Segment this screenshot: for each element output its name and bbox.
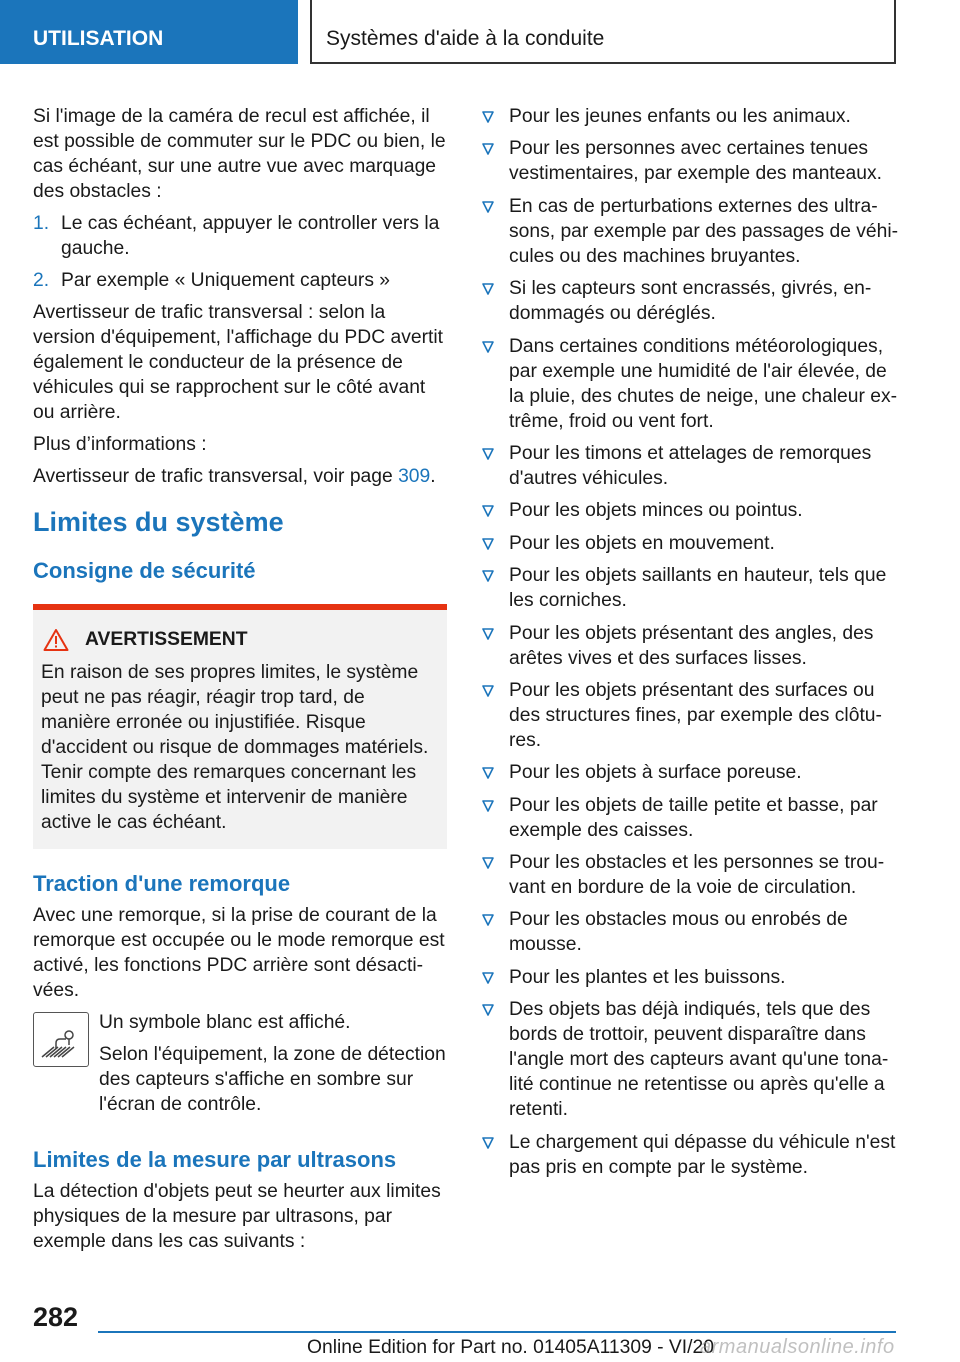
bullet-triangle-icon — [481, 569, 495, 583]
bullet-triangle-icon — [481, 856, 495, 870]
list-item-text: Pour les objets saillants en hauteur, tels que les corniches. — [509, 565, 887, 612]
warning-header — [41, 628, 439, 652]
list-item-text: Pour les timons et attelages de remorques d'autres véhicules. — [509, 442, 872, 489]
left-column — [33, 104, 447, 1261]
list-item — [481, 531, 901, 556]
bullet-triangle-icon — [481, 1136, 495, 1150]
right-column — [481, 104, 901, 1187]
heading-trailer: Traction d'une remorque — [33, 871, 291, 896]
bullet-triangle-icon — [481, 799, 495, 813]
reference-line — [33, 464, 447, 489]
section-tab — [0, 0, 298, 64]
warning-triangle-icon — [43, 628, 69, 652]
warning-box — [33, 604, 447, 849]
ultrasound-paragraph: La détection d'objets peut se heurter aux limites physiques de la mesure par ultrasons, par exemple dans les cas suivants : — [33, 1181, 441, 1252]
step-number: 2. — [33, 270, 50, 291]
heading-safety: Consigne de sécurité — [33, 558, 256, 583]
list-item — [481, 1130, 901, 1180]
list-item-text: Pour les objets présentant des angles, des arêtes vives et des surfaces lisses. — [509, 622, 874, 669]
warning-text: En raison de ses propres limites, le système peut ne pas réagir, réagir trop tard, de manière erronée ou injustifiée. Risque d'accident ou risque de dommages matériels. Tenir compte des remarques concernant les limites du système et intervenir de manière active le cas échéant. — [41, 662, 429, 833]
list-item-text: Pour les objets en mouvement. — [509, 532, 775, 554]
list-item — [481, 136, 901, 186]
list-item-text: Des objets bas déjà indiqués, tels que des bords de trottoir, peuvent disparaître dans l'angle mort des capteurs avant qu'une tonalité continue ne retentisse ou après qu'elle a retenti. — [509, 999, 889, 1121]
list-item — [481, 997, 901, 1122]
symbol-line-1: Un symbole blanc est affiché. — [99, 1012, 351, 1033]
chapter-title: Systèmes d'aide à la conduite — [326, 27, 605, 50]
symbol-line-2-text: Selon l'équipement, la zone de détection des capteurs s'affiche en sombre sur l'écran de contrôle. — [99, 1044, 446, 1115]
list-item-text: Pour les objets à surface poreuse. — [509, 762, 802, 784]
bullet-triangle-icon — [481, 504, 495, 518]
bullet-triangle-icon — [481, 971, 495, 985]
list-item — [481, 850, 901, 900]
heading-ultrasound: Limites de la mesure par ultrasons — [33, 1147, 397, 1172]
step-text: Par exemple « Uniquement capteurs » — [61, 270, 391, 291]
page-reference-link[interactable]: 309 — [398, 466, 431, 487]
trailer-hitch-symbol-icon — [33, 1012, 89, 1067]
list-item — [481, 793, 901, 843]
cross-traffic-paragraph: Avertisseur de trafic transversal : selon la version d'équipement, l'affichage du PDC avertit également le conducteur de la présence de véhicules qui se rapprochent sur le côté avant ou arrière. — [33, 302, 443, 423]
footer-edition: Online Edition for Part no. 01405A11309 - VI/20 — [307, 1337, 714, 1358]
list-item-text: Pour les plantes et les buissons. — [509, 966, 786, 988]
bullet-triangle-icon — [481, 200, 495, 214]
symbol-line-2 — [33, 1042, 447, 1117]
list-item-text: Pour les objets de taille petite et basse, par exemple des caisses. — [509, 794, 878, 841]
list-item — [481, 498, 901, 523]
list-item — [481, 760, 901, 785]
trailer-paragraph: Avec une remorque, si la prise de courant de la remorque est occupée ou le mode remorque est activé, les fonctions PDC arrière sont désactivées. — [33, 905, 445, 1001]
bullet-triangle-icon — [481, 340, 495, 354]
list-item-text: Pour les personnes avec certaines tenues vestimentaires, par exemple des manteaux. — [509, 138, 882, 185]
list-item-text: Le chargement qui dépasse du véhicule n'est pas pris en compte par le système. — [509, 1131, 896, 1178]
step-number: 1. — [33, 213, 50, 234]
section-title: UTILISATION — [33, 27, 164, 50]
list-item — [481, 104, 901, 129]
list-item — [481, 965, 901, 990]
list-item-text: Pour les objets présentant des surfaces ou des structures fines, par exemple des clôtures. — [509, 679, 882, 751]
bullet-triangle-icon — [481, 684, 495, 698]
step-text: Le cas échéant, appuyer le controller vers la gauche. — [61, 213, 440, 259]
bullet-triangle-icon — [481, 282, 495, 296]
bullet-triangle-icon — [481, 537, 495, 551]
page-header — [0, 0, 960, 66]
watermark: armanualsonline.info — [700, 1336, 895, 1358]
list-item-text: Pour les objets minces ou pointus. — [509, 500, 803, 522]
intro-paragraph: Si l'image de la caméra de recul est affichée, il est possible de commuter sur le PDC ou bien, le cas échéant, sur une autre vue avec marquage des obstacles : — [33, 106, 446, 202]
footer-rule — [98, 1331, 896, 1333]
reference-end: . — [430, 466, 436, 487]
list-item — [481, 907, 901, 957]
bullet-triangle-icon — [481, 766, 495, 780]
list-item-text: Dans certaines conditions météorologiques, par exemple une humidité de l'air élevée, de la pluie, des chutes de neige, une chaleur extrême, froid ou vent fort. — [509, 335, 898, 432]
bullet-triangle-icon — [481, 110, 495, 124]
bullet-triangle-icon — [481, 447, 495, 461]
list-item — [481, 678, 901, 753]
warning-title: AVERTISSEMENT — [85, 629, 248, 650]
list-item — [481, 621, 901, 671]
list-item-text: Pour les obstacles mous ou enrobés de mousse. — [509, 909, 848, 956]
bullet-triangle-icon — [481, 1003, 495, 1017]
page-number: 282 — [33, 1302, 79, 1332]
heading-limits: Limites du système — [33, 507, 284, 537]
step-item — [33, 211, 447, 261]
list-item — [481, 563, 901, 613]
bullet-triangle-icon — [481, 142, 495, 156]
symbol-row — [33, 1010, 447, 1117]
list-item-text: Si les capteurs sont encrassés, givrés, endommagés ou déréglés. — [509, 278, 872, 325]
list-item-text: En cas de perturbations externes des ultrasons, par exemple par des passages de véhicules ou des machines bruyantes. — [509, 195, 899, 267]
step-item — [33, 268, 447, 293]
steps-list — [33, 211, 447, 293]
reference-text: Avertisseur de trafic transversal, voir page — [33, 466, 399, 487]
bullet-triangle-icon — [481, 627, 495, 641]
more-info-label: Plus d’informations : — [33, 434, 207, 455]
list-item — [481, 334, 901, 434]
bullet-triangle-icon — [481, 913, 495, 927]
list-item — [481, 441, 901, 491]
list-item — [481, 276, 901, 326]
trailer-hitch-drawing — [34, 1013, 88, 1066]
list-item-text: Pour les jeunes enfants ou les animaux. — [509, 106, 851, 127]
list-item-text: Pour les obstacles et les personnes se trouvant en bordure de la voie de circulation. — [509, 852, 885, 899]
list-item — [481, 194, 901, 269]
limitations-list — [481, 104, 901, 1180]
